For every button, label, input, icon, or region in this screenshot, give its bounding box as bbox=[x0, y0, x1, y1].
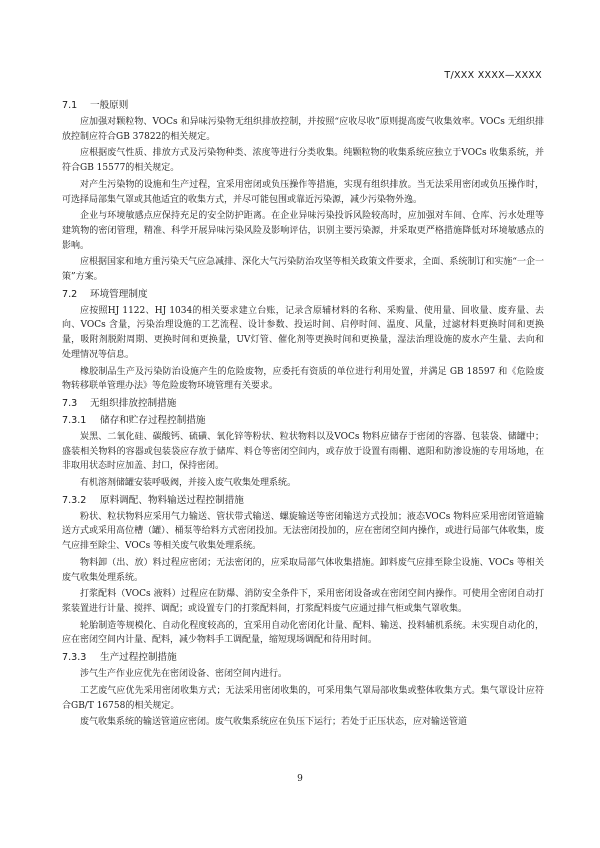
section-title: 无组织排放控制措施 bbox=[90, 397, 177, 409]
paragraph: 对产生污染物的设施和生产过程，宜采用密闭或负压操作等措施，实现有组织排放。当无法采用密闭或负压操作时，可选择局部集气罩或其他适宜的收集方式，并尽可能包围或靠近污染源，减少污染物外逸。 bbox=[62, 179, 544, 205]
section-title: 原料调配、物料输送过程控制措施 bbox=[100, 494, 244, 506]
section-number: 7.3.1 bbox=[62, 414, 87, 426]
paragraph: 打浆配料（VOCs 液料）过程应在防爆、消防安全条件下，采用密闭设备或在密闭空间内操作。可使用全密闭自动打浆装置进行计量、搅拌、调配；或设置专门的打浆配料间，打浆配料废气应通过排气柜或集气罩收集。 bbox=[62, 589, 544, 614]
paragraph: 工艺废气应优先采用密闭收集方式；无法采用密闭收集的，可采用集气罩局部收集或整体收集方式。集气罩设计应符合GB/T 16758的相关规定。 bbox=[62, 685, 544, 711]
section-number: 7.1 bbox=[62, 100, 78, 111]
paragraph: 应加强对颗粒物、VOCs 和异味污染物无组织排放控制，并按照“应收尽收”原则提高废气收集效率。VOCs 无组织排放控制应符合GB 37822的相关规定。 bbox=[62, 117, 544, 142]
section-heading bbox=[62, 287, 544, 304]
section-heading bbox=[62, 650, 544, 667]
paragraph: 粉状、粒状物料应采用气力输送、管状带式输送、螺旋输送等密闭输送方式投加；液态VOCs 物料应采用密闭管道输送方式或采用高位槽（罐）、桶泵等给料方式密闭投加。无法密闭投加的，应在密闭空间内操作，或进行局部气体收集，废气应排至除尘、VOCs 等相关废气收集处理系统。 bbox=[62, 511, 544, 552]
paragraph: 废气收集系统的输送管道应密闭。废气收集系统应在负压下运行；若处于正压状态，应对输送管道 bbox=[80, 717, 468, 728]
section-title: 一般原则 bbox=[90, 100, 129, 111]
paragraph: 企业与环境敏感点应保持充足的安全防护距离。在企业异味污染投诉风险较高时，应加强对车间、仓库、污水处理等建筑物的密闭管理，精准、科学开展异味污染风险及影响评估，识别主要污染源，并采取更严格措施降低对环境敏感点的影响。 bbox=[62, 211, 544, 251]
paragraph: 应根据废气性质、排放方式及污染物种类、浓度等进行分类收集。纯颗粒物的收集系统应独立于VOCs 收集系统，并符合GB 15577的相关规定。 bbox=[62, 148, 544, 174]
section-number: 7.3.2 bbox=[62, 494, 87, 506]
section-title: 生产过程控制措施 bbox=[100, 652, 177, 664]
section-number: 7.3 bbox=[62, 397, 78, 409]
standard-code: T/XXX XXXX—XXXX bbox=[444, 70, 542, 81]
section-heading bbox=[62, 396, 544, 413]
section-heading bbox=[62, 98, 544, 115]
paragraph: 应根据国家和地方重污染天气应急减排、深化大气污染防治攻坚等相关政策文件要求，全面、系统制订和实施“一企一策”方案。 bbox=[62, 257, 544, 283]
section-heading bbox=[62, 413, 544, 430]
paragraph: 炭黑、二氧化硅、碳酸钙、硫磺、氧化锌等粉状、粒状物料以及VOCs 物料应储存于密闭的容器、包装袋、储罐中；盛装相关物料的容器或包装袋应存放于储库、料仓等密闭空间内，或存放于设置有雨棚、遮阳和防渗设施的专用场地，在非取用状态时应加盖、封口，保持密闭。 bbox=[62, 431, 544, 472]
paragraph: 橡胶制品生产及污染防治设施产生的危险废物，应委托有资质的单位进行利用处置，并满足 GB 18597 和《危险废物转移联单管理办法》等危险废物环境管理有关要求。 bbox=[62, 366, 544, 392]
paragraph: 轮胎制造等规模化、自动化程度较高的，宜采用自动化密闭化计量、配料、输送、投料辅机系统。未实现自动化的，应在密闭空间内计量、配料，减少物料手工调配量，缩短现场调配和待用时间。 bbox=[62, 620, 544, 646]
section-number: 7.3.3 bbox=[62, 652, 87, 664]
page-number: 9 bbox=[297, 774, 303, 784]
section-heading bbox=[62, 493, 544, 510]
paragraph: 物料卸（出、放）料过程应密闭；无法密闭的，应采取局部气体收集措施。卸料废气应排至除尘设施、VOCs 等相关废气收集处理系统。 bbox=[62, 557, 544, 583]
paragraph: 应按照HJ 1122、HJ 1034的相关要求建立台账，记录含原辅材料的名称、采购量、使用量、回收量、废弃量、去向、VOCs 含量，污染治理设施的工艺流程、设计参数、投运时间、启停时间、温度、风量，过滤材料更换时间和更换量，吸附剂脱附周期、更换时间和更换量，UV灯管、催化剂等更换时间和更换量，湿法治理设施的废水产生量、去向和处理情况等信息。 bbox=[62, 305, 544, 360]
section-title: 储存和贮存过程控制措施 bbox=[100, 414, 206, 426]
paragraph: 有机溶剂储罐安装呼吸阀，并接入废气收集处理系统。 bbox=[80, 478, 297, 489]
paragraph: 涉气生产作业应优先在密闭设备、密闭空间内进行。 bbox=[80, 669, 288, 680]
document-body bbox=[62, 96, 544, 732]
section-title: 环境管理制度 bbox=[90, 288, 148, 300]
section-number: 7.2 bbox=[62, 288, 78, 300]
